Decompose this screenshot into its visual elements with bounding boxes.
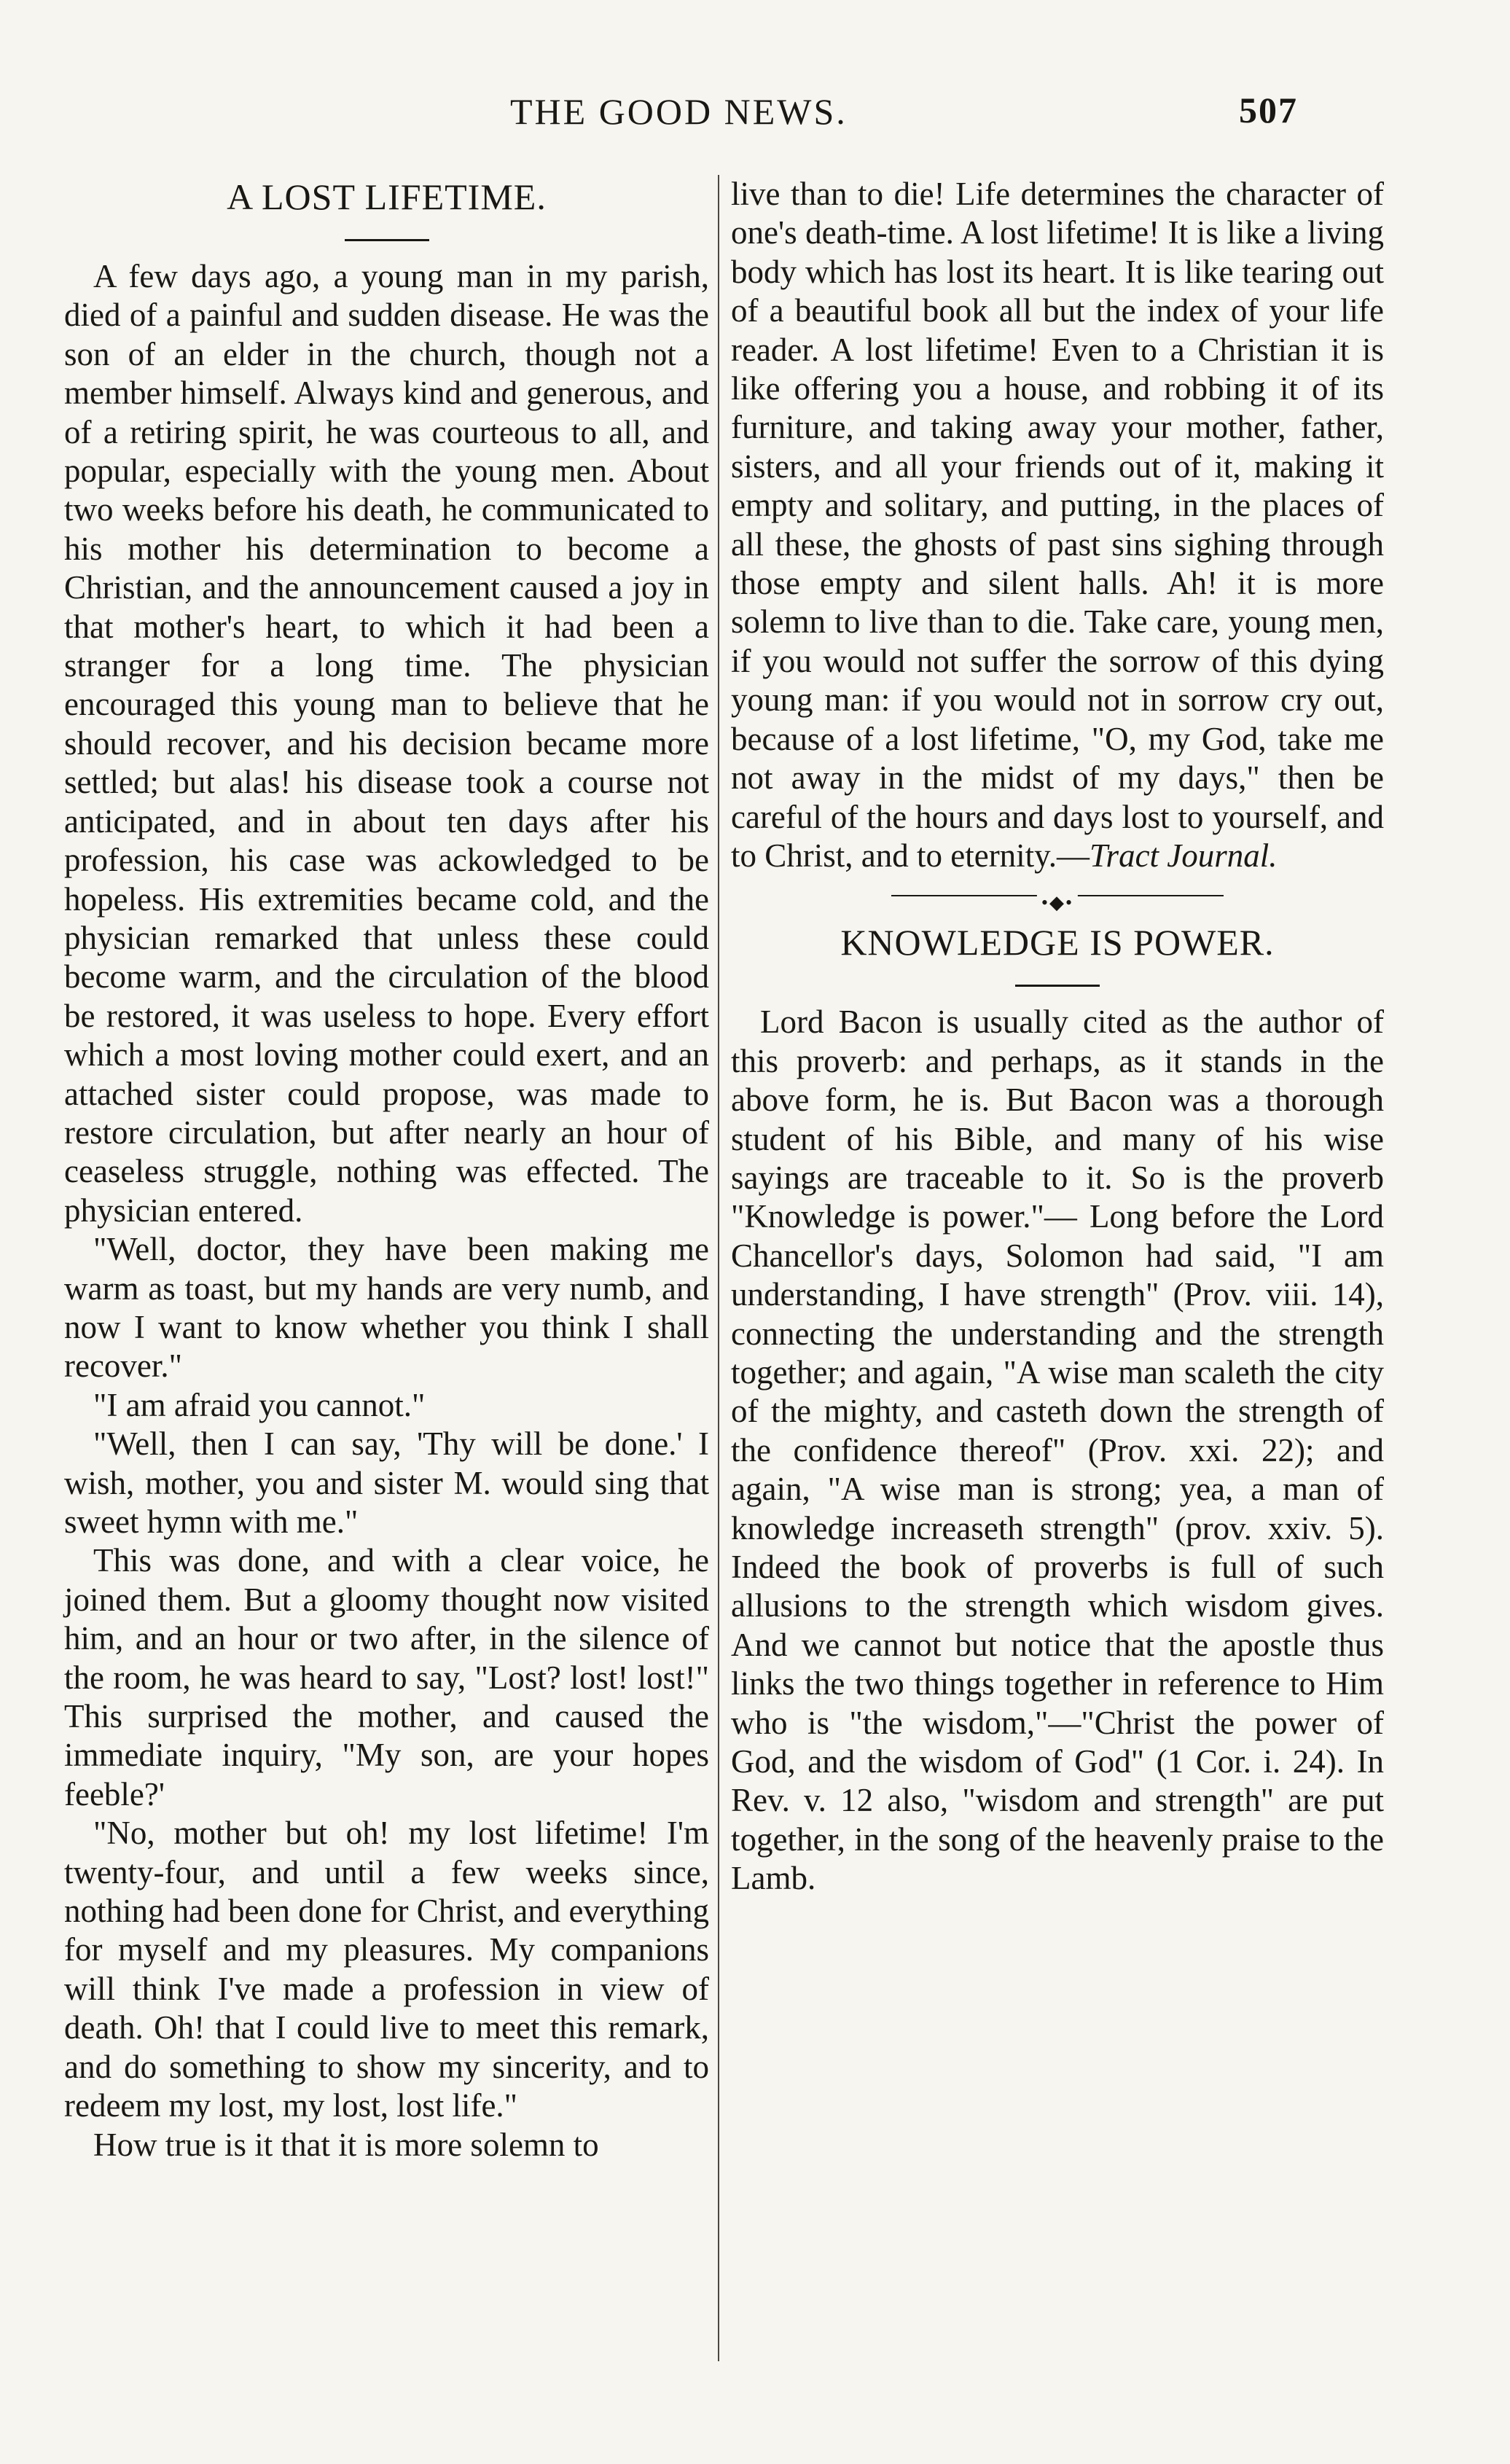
left-column xyxy=(64,175,709,2383)
paragraph: A few days ago, a young man in my parish, died of a painful and sudden disease. He was the son of an elder in the church, though not a member himself. Always kind and generous, and of a retiring spirit, he was courteous to all, and popular, especially with the young men. About two weeks before his death, he communicated to his mother his determination to become a Christian, and the announcement caused a joy in that mother's heart, to which it had been a stranger for a long time. The physician encouraged this young man to believe that he should recover, and his decision became more settled; but alas! his disease took a course not anticipated, and in about ten days after his profession, his case was ackowledged to be hopeless. His extremities became cold, and the physician remarked that unless these could become warm, and the circulation of the blood be restored, it was useless to hope. Every effort which a most loving mother could exert, and an attached sister could propose, was made to restore circulation, but after nearly an hour of ceaseless struggle, nothing was effected. The physician entered. xyxy=(64,258,709,1229)
column-divider xyxy=(718,175,719,2361)
source-attribution: Tract Journal. xyxy=(1090,837,1278,874)
paragraph-continued xyxy=(731,175,1384,875)
title-rule xyxy=(1015,985,1100,987)
separator-ornament: •◆• xyxy=(1037,883,1078,922)
paragraph: How true is it that it is more solemn to xyxy=(93,2126,599,2163)
continued-text: live than to die! Life determines the character of one's death-time. A lost lifetime! It is like a living body which has lost its heart. It is like tearing out of a beautiful book all but the index of your life reader. A lost lifetime! Even to a Christian it is like offering you a house, and robbing it of its furniture, and taking away your mother, father, sisters, and all your friends out of it, making it empty and solitary, and putting, in the places of all these, the ghosts of past sins sighing through those empty and silent halls. Ah! it is more solemn to live than to die. Take care, young men, if you would not suffer the sorrow of this dying young man: if you would not in sorrow cry out, because of a lost lifetime, "O, my God, take me not away in the midst of my days," then be careful of the hours and days lost to yourself, and to Christ, and to eternity.— xyxy=(731,176,1384,874)
running-title: THE GOOD NEWS. xyxy=(510,91,848,132)
title-rule xyxy=(345,239,429,241)
right-column xyxy=(731,175,1384,2383)
paragraph: "Well, then I can say, 'Thy will be done.' I wish, mother, you and sister M. would sing that sweet hymn with me." xyxy=(64,1425,709,1540)
paragraph: Lord Bacon is usually cited as the author of this proverb: and perhaps, as it stands in the above form, he is. But Bacon was a thorough student of his Bible, and many of his wise sayings are traceable to it. So is the proverb "Knowledge is power."— Long before the Lord Chancellor's days, Solomon had said, "I am understanding, I have strength" (Prov. viii. 14), connecting the understanding and the strength together; and again, "A wise man scaleth the city of the mighty, and casteth down the strength of the confidence thereof" (Prov. xxi. 22); and again, "A wise man is strong; yea, a man of knowledge increaseth strength" (prov. xxiv. 5). Indeed the book of proverbs is full of such allusions to the strength which wisdom gives. And we cannot but notice that the apostle thus links the two things together in reference to Him who is "the wisdom,"—"Christ the power of God, and the wisdom of God" (1 Cor. i. 24). In Rev. v. 12 also, "wisdom and strength" are put together, in the song of the heavenly praise to the Lamb. xyxy=(731,1004,1384,1897)
paragraph: "No, mother but oh! my lost lifetime! I'm twenty-four, and until a few weeks since, nothing had been done for Christ, and everything for myself and my pleasures. My companions will think I've made a profession in view of death. Oh! that I could live to meet this remark, and do something to show my sincerity, and to redeem my lost, my lost, lost life." xyxy=(64,1815,709,2124)
page-header xyxy=(0,73,1510,153)
paragraph: "I am afraid you cannot." xyxy=(93,1386,426,1423)
article-title-lost-lifetime: A LOST LIFETIME. xyxy=(227,176,547,217)
page-number: 507 xyxy=(1239,90,1298,130)
paragraph: This was done, and with a clear voice, he joined them. But a gloomy thought now visited him, and an hour or two after, in the silence of the room, he was heard to say, "Lost? lost! lost!" This surprised the mother, and caused the immediate inquiry, "My son, are your hopes feeble?' xyxy=(64,1542,709,1812)
paragraph: "Well, doctor, they have been making me warm as toast, but my hands are very numb, and now I want to know whether you think I shall recover." xyxy=(64,1231,709,1385)
article-separator xyxy=(731,881,1384,914)
article-title-knowledge-is-power: KNOWLEDGE IS POWER. xyxy=(840,922,1275,963)
